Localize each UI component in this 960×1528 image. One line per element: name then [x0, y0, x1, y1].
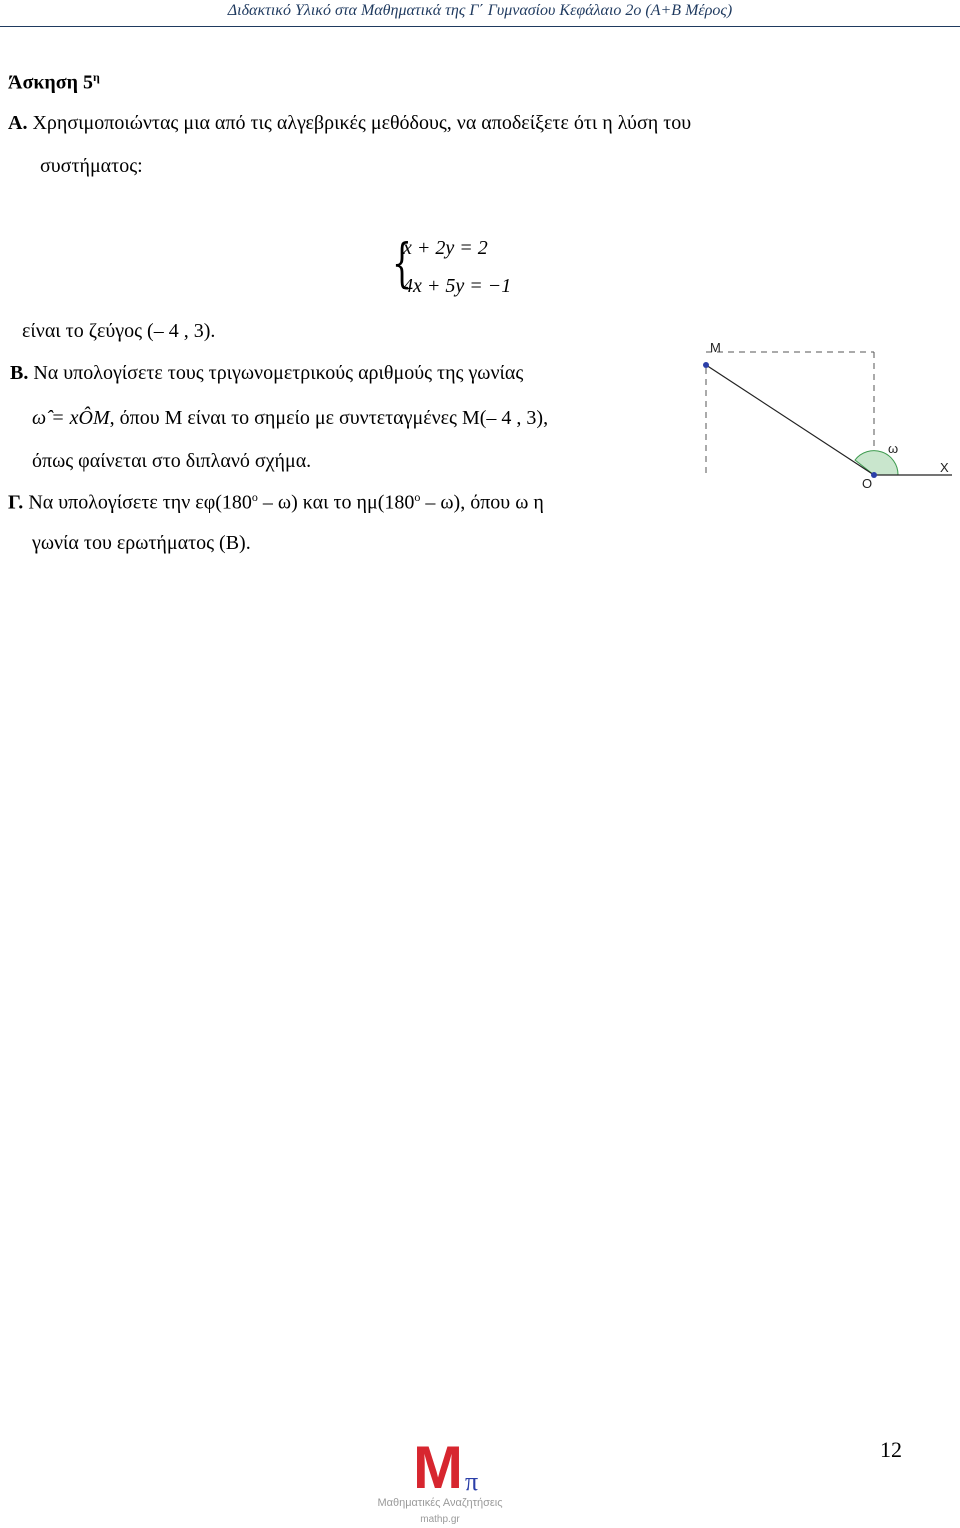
partC-degree-2: ο: [414, 490, 421, 504]
partA-result: είναι το ζεύγος (– 4 , 3).: [22, 320, 216, 342]
partC-text1: Να υπολογίσετε την εφ(180: [28, 491, 252, 514]
partC-line1: [8, 490, 544, 515]
partB-line2: [32, 407, 548, 430]
partB-line3: όπως φαίνεται στο διπλανό σχήμα.: [32, 450, 312, 472]
partA-line2: συστήματος:: [40, 155, 143, 177]
partC-degree-1: ο: [251, 490, 258, 504]
point-M: [703, 362, 709, 368]
system-equation-1: x + 2y = 2: [403, 237, 488, 259]
page-header: Διδακτικό Υλικό στα Μαθηματικά της Γ΄ Γυμνασίου Κεφάλαιο 2ο (Α+Β Μέρος): [227, 2, 733, 19]
logo-caption-1: Μαθηματικές Αναζητήσεις: [377, 1497, 503, 1509]
mathp-logo: [355, 1430, 525, 1526]
label-omega: ω: [888, 441, 899, 456]
exercise-title-text: Άσκηση 5: [8, 71, 94, 94]
logo-M: Μ: [413, 1434, 463, 1501]
partA-line1: [8, 112, 691, 135]
header-divider: [0, 26, 960, 27]
logo-pi: π: [465, 1467, 479, 1496]
partB-text1: Να υπολογίσετε τους τριγωνομετρικούς αριθμούς της γωνίας: [33, 362, 524, 384]
partA-label: Α.: [8, 112, 28, 134]
label-x: X: [940, 460, 949, 475]
partB-line1: [10, 362, 523, 385]
label-O: O: [862, 476, 873, 491]
exercise-title-sup: η: [93, 70, 100, 84]
partB-text2: , όπου Μ είναι το σημείο με συντεταγμένες Μ(– 4 , 3),: [109, 407, 549, 429]
coordinate-figure: [690, 330, 960, 500]
angle-formula: ω̂ = xÔM: [32, 407, 110, 429]
system-brace: {: [392, 234, 412, 294]
label-M: M: [710, 340, 721, 355]
logo-caption-2: mathp.gr: [420, 1514, 460, 1525]
page-number: 12: [880, 1437, 902, 1462]
partB-label: Β.: [10, 362, 29, 384]
partA-text1: Χρησιμοποιώντας μια από τις αλγεβρικές μεθόδους, να αποδείξετε ότι η λύση του: [32, 112, 692, 134]
segment-OM: [706, 365, 874, 475]
partC-text2: – ω) και το ημ(180: [257, 491, 415, 514]
partC-label: Γ.: [8, 491, 24, 514]
system-equation-2: 4x + 5y = −1: [403, 275, 512, 297]
partC-line2: γωνία του ερωτήματος (Β).: [32, 532, 251, 554]
partC-text3: – ω), όπου ω η: [420, 491, 544, 514]
exercise-title: [8, 70, 100, 95]
